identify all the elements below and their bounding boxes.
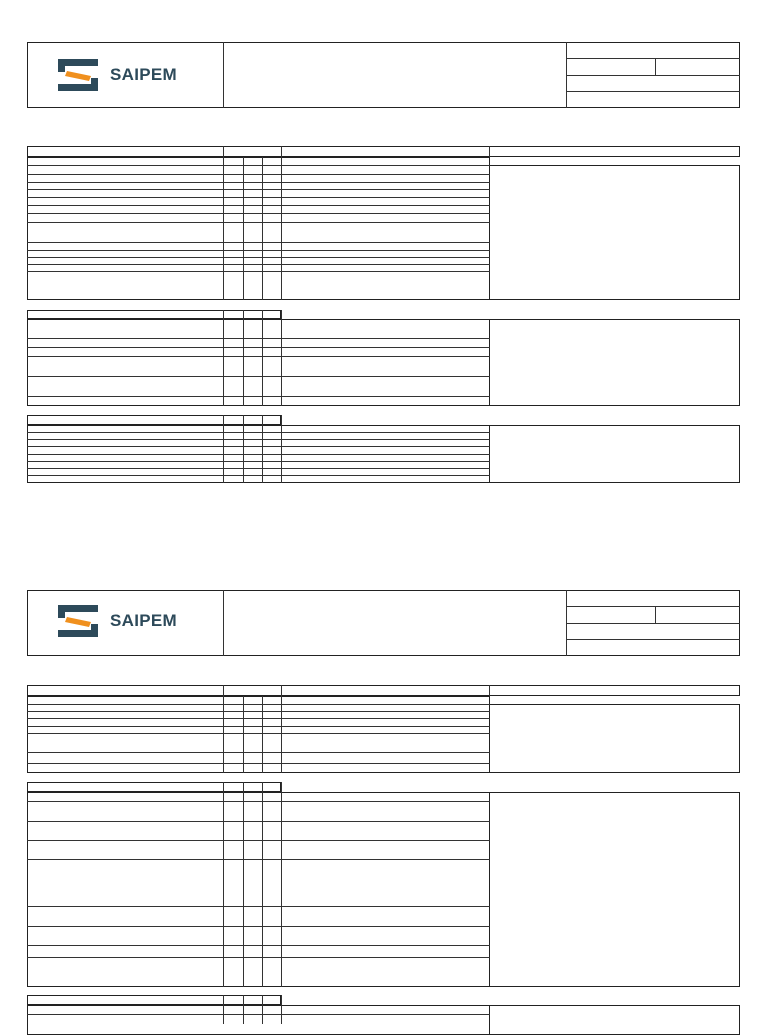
table-col-divider [281, 157, 282, 300]
table-row-line [27, 468, 490, 469]
table-row-line [27, 264, 490, 265]
table-col-divider [223, 146, 224, 157]
remarks-box [489, 319, 740, 406]
table-col-divider [262, 310, 263, 406]
table-row-line [27, 945, 490, 946]
logo-shape-bottom [58, 78, 98, 91]
header-divider [223, 590, 224, 656]
remarks-box [489, 425, 740, 483]
table-row-line [27, 752, 490, 753]
header-divider [566, 75, 740, 76]
table-row-line [27, 439, 490, 440]
table-row-line [27, 711, 490, 712]
logo-shape-accent [65, 617, 91, 627]
table-col-divider [223, 157, 224, 300]
company-logo [56, 602, 177, 640]
table-col-divider [262, 415, 263, 483]
table-row-line [27, 174, 490, 175]
table-col-divider [243, 995, 244, 1024]
page-2 [0, 512, 768, 1024]
table-row-line [27, 475, 490, 476]
table-row-line [27, 250, 490, 251]
table-row-line [27, 801, 490, 802]
table-col-divider [489, 685, 490, 696]
table-row-line [27, 222, 490, 223]
header-divider [655, 606, 656, 623]
table-col-divider [281, 685, 282, 696]
company-logo [56, 56, 177, 94]
table-col-divider [243, 415, 244, 483]
header-divider [566, 639, 740, 640]
table-row-line [27, 347, 490, 348]
table-row-line [27, 704, 490, 705]
table-col-divider [223, 685, 224, 696]
checklist-section-1 [27, 157, 490, 300]
page-1 [0, 0, 768, 512]
table-row-line [27, 205, 490, 206]
header-divider [566, 606, 740, 607]
table-row-line [27, 376, 490, 377]
table-col-divider [281, 310, 282, 406]
table-col-divider [243, 157, 244, 300]
table-row-line [27, 271, 490, 272]
header-divider [223, 42, 224, 108]
table-col-divider [223, 995, 224, 1024]
checklist-section-1 [27, 696, 490, 773]
checklist-section-3 [27, 1005, 490, 1035]
table-row-line [27, 213, 490, 214]
table-row-line [27, 356, 490, 357]
table-row-line [27, 461, 490, 462]
logo-shape-bottom [58, 624, 98, 637]
company-name: SAIPEM [110, 65, 177, 84]
remarks-box [489, 165, 740, 300]
saipem-s-mark-icon [56, 603, 100, 639]
table-row-line [27, 165, 490, 166]
table-row-line [27, 821, 490, 822]
header-divider [566, 91, 740, 92]
table-col-divider [223, 696, 224, 773]
table-row-line [27, 726, 490, 727]
table-row-line [27, 454, 490, 455]
remarks-box [489, 792, 740, 987]
table-row-line [27, 338, 490, 339]
table-col-divider [281, 995, 282, 1024]
saipem-s-mark-icon [56, 57, 100, 93]
table-col-divider [223, 310, 224, 406]
table-col-divider [243, 310, 244, 406]
table-col-divider [281, 146, 282, 157]
table-col-divider [262, 995, 263, 1024]
remarks-box [489, 704, 740, 773]
table-row-line [27, 906, 490, 907]
table-col-divider [243, 696, 244, 773]
remarks-box [489, 1005, 740, 1035]
table-row-line [27, 926, 490, 927]
table-col-divider [262, 696, 263, 773]
logo-shape-top [58, 59, 98, 72]
table-row-line [27, 197, 490, 198]
table-col-divider [281, 415, 282, 483]
company-name: SAIPEM [110, 611, 177, 630]
logo-shape-accent [65, 71, 91, 81]
table-row-line [27, 396, 490, 397]
table-row-line [27, 859, 490, 860]
logo-shape-top [58, 605, 98, 618]
table-row-line [27, 257, 490, 258]
table-row-line [27, 242, 490, 243]
header-divider [655, 58, 656, 75]
table-row-line [27, 718, 490, 719]
table-row-line [27, 957, 490, 958]
checklist-section-2 [27, 319, 490, 406]
table-col-divider [489, 146, 490, 157]
header-divider [566, 58, 740, 59]
table-header-bar [27, 685, 740, 696]
table-row-line [27, 733, 490, 734]
table-col-divider [262, 157, 263, 300]
table-row-line [27, 432, 490, 433]
table-row-line [27, 189, 490, 190]
header-divider [566, 623, 740, 624]
table-row-line [27, 1014, 490, 1015]
table-row-line [27, 840, 490, 841]
table-row-line [27, 446, 490, 447]
table-col-divider [223, 415, 224, 483]
table-col-divider [281, 696, 282, 773]
table-row-line [27, 182, 490, 183]
table-row-line [27, 763, 490, 764]
table-header-bar [27, 146, 740, 157]
